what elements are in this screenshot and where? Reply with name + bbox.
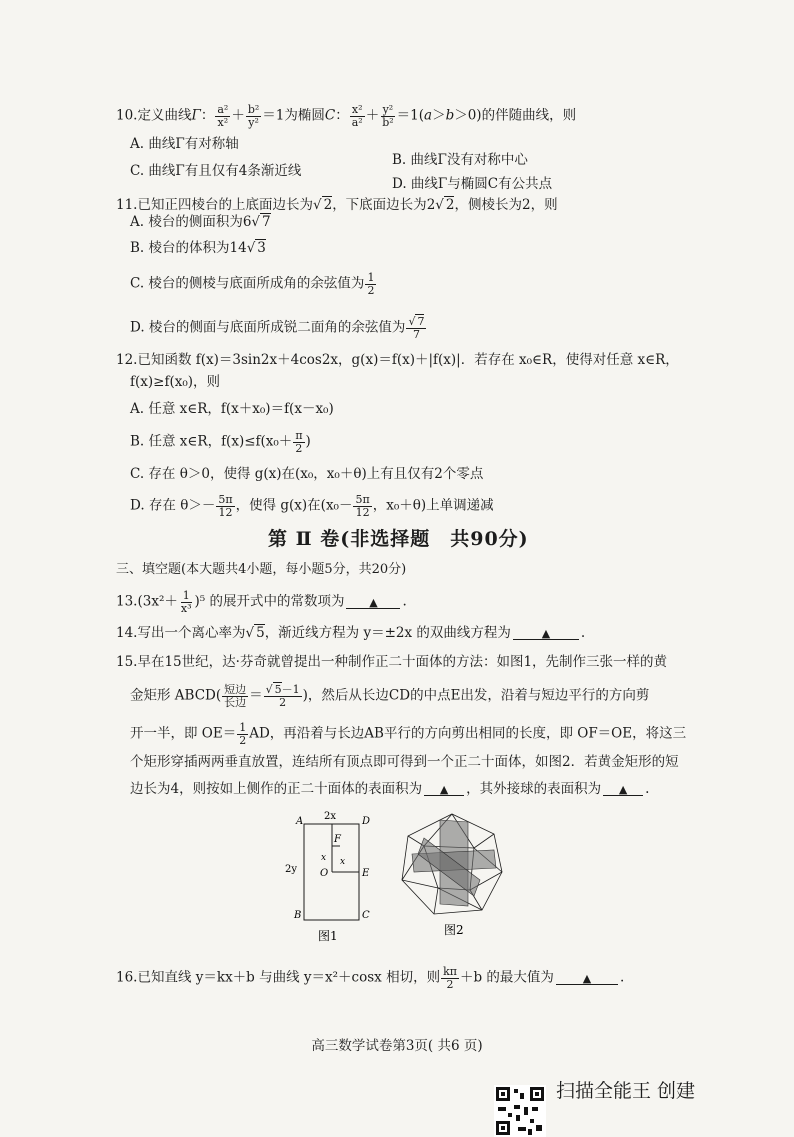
q15-line2: 金矩形 ABCD( $\frac{\text{短边}}{\text{长边}}$ ＝ $\frac{√ 5-1}{2}$ )，然后从长边CD的中点E出发，沿着与短边平行的方向剪 xyxy=(130,683,650,709)
q14-answer-blank[interactable]: ▲ xyxy=(513,628,579,640)
figure-2-caption: 图2 xyxy=(444,923,464,937)
label-top-2x: 2x xyxy=(324,811,337,822)
q10-option-d: D. 曲线Γ与椭圆C有公共点 xyxy=(392,176,553,192)
label-b: B xyxy=(294,910,302,921)
golden-rectangles-shaded xyxy=(412,820,496,906)
q10-option-b: B. 曲线Γ没有对称中心 xyxy=(392,152,528,168)
q11-stem: 11.已知正四棱台的上底面边长为√ 2，下底面边长为2√ 2，侧棱长为2，则 xyxy=(116,197,558,213)
q12-option-d: D. 存在 θ＞－ $\frac{5\pi}{12}$ ，使得 g(x)在(x₀－ $\frac{5\pi}{12}$ ，x₀＋θ)上单调递减 xyxy=(130,493,494,519)
q15-line3: 开一半，即 OE＝ $\frac{1}{2}$ AD，再沿着与长边AB平行的方向剪出相同的长度，即 OF＝OE，将这三 xyxy=(130,721,687,747)
label-o: O xyxy=(320,868,329,879)
q11-option-b: B. 棱台的体积为14√ 3 xyxy=(130,240,266,256)
figure-1 xyxy=(282,808,382,948)
q11-option-a: A. 棱台的侧面积为6√ 7 xyxy=(130,214,271,230)
q13: 13.(3x²＋ $\frac{1}{\text{x³}}$ )⁵ 的展开式中的常数项为 ▲ . xyxy=(116,589,407,615)
label-c: C xyxy=(362,910,370,921)
label-d: D xyxy=(362,816,371,827)
section-2-heading: 第 Ⅱ 卷(非选择题 共90分) xyxy=(268,528,529,550)
qr-code-icon xyxy=(494,1085,546,1137)
q16-answer-blank[interactable]: ▲ xyxy=(556,973,618,985)
section-3-heading: 三、填空题(本大题共4小题，每小题5分，共20分) xyxy=(116,562,407,577)
page-footer: 高三数学试卷第3页( 共6 页) xyxy=(311,1038,483,1054)
label-side-2y: 2y xyxy=(285,864,298,875)
figure-1-caption: 图1 xyxy=(318,929,338,943)
q15-line4: 个矩形穿插两两垂直放置，连结所有顶点即可得到一个正二十面体，如图2．若黄金矩形的短 xyxy=(130,754,679,770)
label-f: F xyxy=(334,834,341,845)
q12-stem-line1: 12.已知函数 f(x)＝3sin2x＋4cos2x，g(x)＝f(x)＋|f(x)|．若存在 x₀∈R，使得对任意 x∈R， xyxy=(116,352,679,368)
q16: 16.已知直线 y＝kx＋b 与曲线 y＝x²＋cosx 相切，则 $\frac{k\pi}{2}$ ＋b 的最大值为 ▲ . xyxy=(116,965,625,991)
q15-line1: 15.早在15世纪，达·芬奇就曾提出一种制作正二十面体的方法：如图1，先制作三张一样的黄 xyxy=(116,654,668,670)
q10-option-a: A. 曲线Γ有对称轴 xyxy=(130,136,239,152)
q12-stem-line2: f(x)≥f(x₀)，则 xyxy=(130,374,221,390)
q15-line5: 边长为4，则按如上侧作的正二十面体的表面积为 ▲ ，其外接球的表面积为 ▲ . xyxy=(130,781,650,797)
q11-option-d: D. 棱台的侧面与底面所成锐二面角的余弦值为 $\frac{√ 7}{7}$ xyxy=(130,315,425,341)
label-a: A xyxy=(296,816,304,827)
q14: 14.写出一个离心率为√ 5，渐近线方程为 y＝±2x 的双曲线方程为 ▲ . xyxy=(116,625,586,641)
q12-option-c: C. 存在 θ＞0，使得 g(x)在(x₀，x₀＋θ)上有且仅有2个零点 xyxy=(130,466,484,482)
q11-option-c: C. 棱台的侧棱与底面所成角的余弦值为 $\frac{1}{2}$ xyxy=(130,271,375,297)
scanner-watermark: 扫描全能王 创建 xyxy=(556,1080,696,1102)
q15-answer-blank-1[interactable]: ▲ xyxy=(424,784,464,796)
q15-answer-blank-2[interactable]: ▲ xyxy=(603,784,643,796)
q12-option-b: B. 任意 x∈R，f(x)≤f(x₀＋ $\frac{\pi}{2}$ ) xyxy=(130,429,311,455)
figure-2 xyxy=(394,810,514,940)
q10-option-c: C. 曲线Γ有且仅有4条渐近线 xyxy=(130,163,302,179)
label-x-horizontal: x xyxy=(340,857,346,867)
q10-stem: 10.定义曲线Γ： $\frac{\text{a²}}{\text{x²}}$ ＋ $\frac{\text{b²}}{\text{y²}}$ ＝1为椭圆C： $\frac{\text{x²}}{\text{a²}}$ ＋ $\frac{\text{y²}}{\text{b²}}$ ＝1(a＞b＞0)的伴随曲线，则 xyxy=(116,103,577,129)
label-x-vertical: x xyxy=(321,853,327,863)
label-e: E xyxy=(362,868,370,879)
q13-answer-blank[interactable]: ▲ xyxy=(346,597,400,609)
q12-option-a: A. 任意 x∈R，f(x＋x₀)＝f(x－x₀) xyxy=(130,401,334,417)
